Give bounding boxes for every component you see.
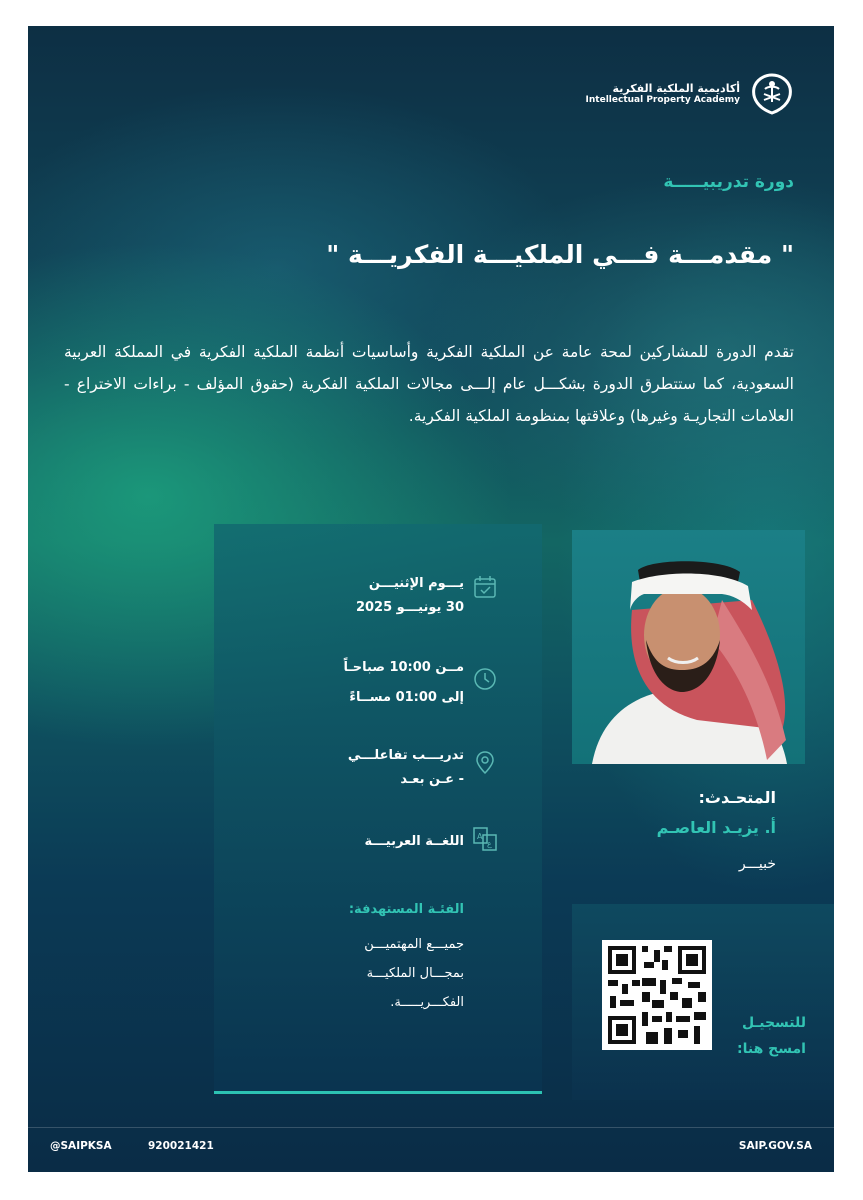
svg-text:A: A — [477, 832, 483, 841]
saudi-emblem-shield-icon — [750, 72, 794, 116]
speaker-role: خبيـــر — [738, 856, 776, 872]
course-type: دورة تدريبيـــــة — [663, 172, 794, 192]
register-line1: للتسجيـل — [741, 1015, 806, 1031]
logo-name-en: Intellectual Property Academy — [585, 95, 740, 106]
training-mode-line1: تدريـــب تفاعلـــي — [347, 748, 464, 763]
qr-code-icon — [602, 940, 712, 1050]
schedule-date: 30 يونيـــو 2025 — [355, 600, 464, 615]
register-line2: امسح هنا: — [737, 1041, 806, 1057]
schedule-time-block — [343, 656, 464, 710]
training-mode-line2: - عـن بعـد — [400, 772, 464, 787]
speaker-label: المتحـدث: — [698, 788, 776, 807]
logo-name-ar: أكاديمية الملكية الفكرية — [612, 81, 740, 95]
panel-accent-line — [214, 1091, 542, 1094]
schedule-day: يـــوم الإثنيـــن — [368, 576, 464, 591]
course-description: تقدم الدورة للمشاركين لمحة عامة عن الملكية الفكرية وأساسيات أنظمة الملكية الفكرية في المملكة العربية السعودية، كما ستتطرق الدورة بشكـــل عام إلـــى مجالات الملكية الفكرية (حقوق المؤلف - براءات الاختراع - العلامات التجاريـة وغيرها) وعلاقتها بمنظومة الملكية الفكرية. — [64, 343, 794, 425]
target-audience-line2: بمجـــال الملكيـــة — [366, 966, 464, 981]
course-info-panel — [214, 524, 542, 1094]
footer-website[interactable]: SAIP.GOV.SA — [738, 1140, 812, 1152]
svg-text:ع: ع — [487, 839, 492, 848]
schedule-time-to: إلى 01:00 مســاءً — [349, 690, 464, 705]
translate-icon — [472, 826, 498, 852]
footer-social-handle[interactable]: @SAIPKSA — [50, 1140, 112, 1152]
target-audience-line3: الفكـــريـــــة. — [390, 995, 464, 1010]
calendar-icon — [472, 574, 498, 600]
clock-icon — [472, 666, 498, 692]
target-audience-line1: جميـــع المهتميـــن — [364, 937, 464, 952]
poster — [28, 26, 834, 1172]
schedule-time-from: مــن 10:00 صباحـاً — [343, 660, 464, 675]
training-mode-block — [348, 744, 464, 792]
course-title: " مقدمـــة فـــي الملكيـــة الفكريـــة " — [326, 240, 794, 269]
course-language: اللغــة العربيـــة — [364, 834, 464, 849]
target-audience-label: الفئـة المستهدفة: — [348, 902, 464, 917]
speaker-illustration — [572, 530, 805, 764]
speaker-name: أ. يزيـد العاصـم — [656, 818, 776, 837]
target-audience-text — [304, 930, 464, 1017]
footer-phone[interactable]: 920021421 — [148, 1140, 214, 1152]
logo-text — [586, 82, 740, 107]
speaker-photo — [572, 530, 805, 764]
schedule-date-block — [356, 572, 464, 620]
footer-divider — [28, 1127, 834, 1128]
academy-logo[interactable] — [586, 72, 794, 116]
location-pin-icon — [472, 750, 498, 776]
register-label — [737, 1010, 806, 1062]
registration-qr-code[interactable] — [602, 940, 712, 1050]
